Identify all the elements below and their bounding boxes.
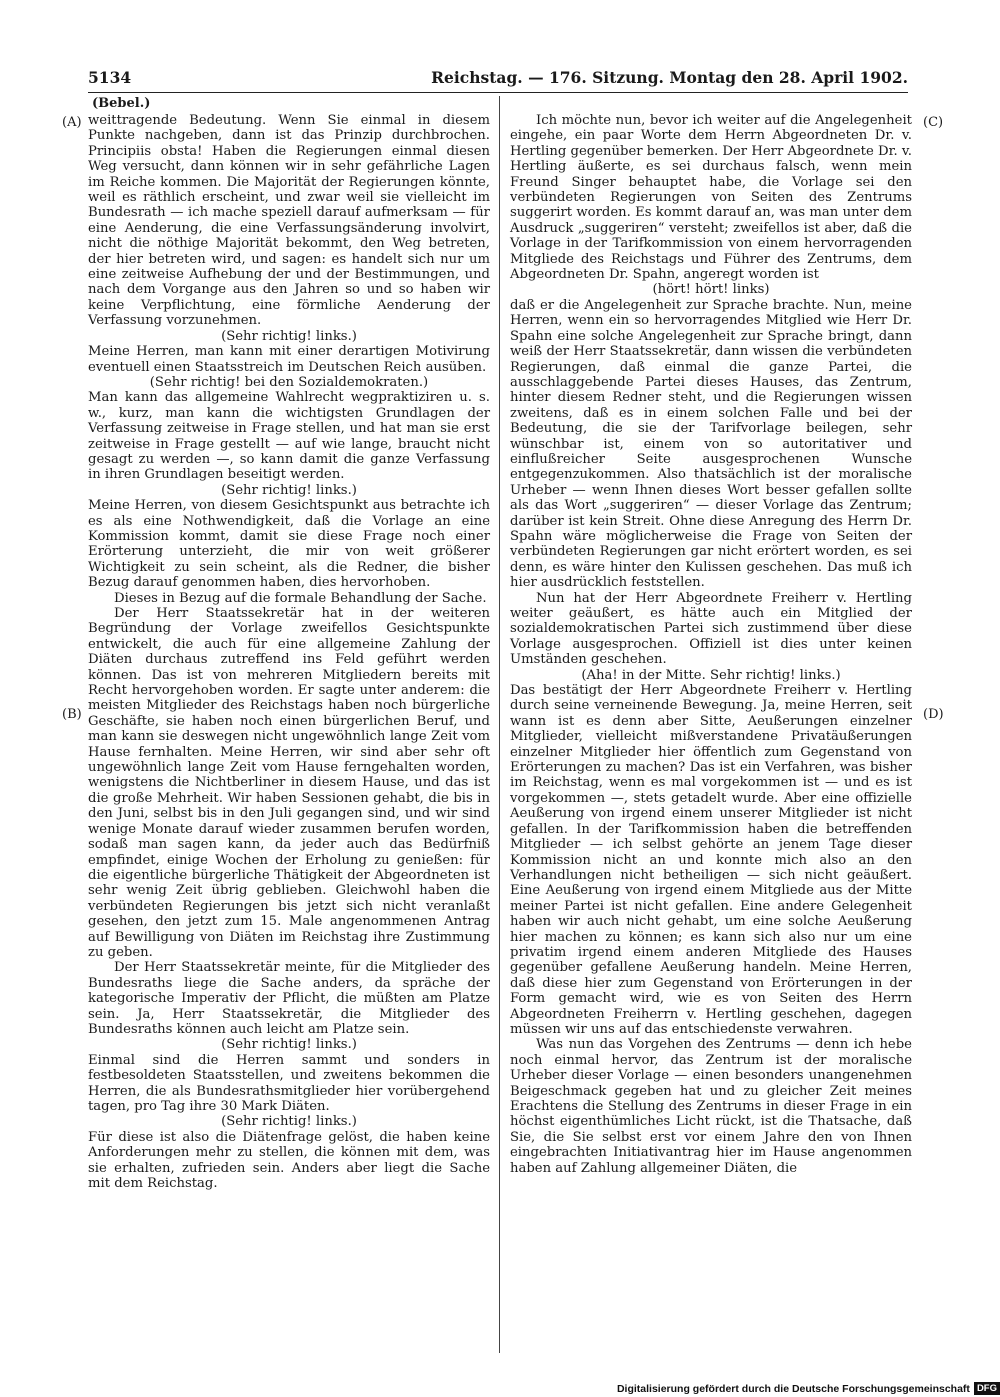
digitization-footer bbox=[617, 1382, 1000, 1397]
interjection: (Sehr richtig! links.) bbox=[221, 482, 357, 498]
paragraph: Dieses in Bezug auf die formale Behandlung der Sache. bbox=[114, 590, 487, 606]
paragraph: daß er die Angelegenheit zur Sprache brachte. Nun, meine Herren, wenn ein so hervorragendes Mitglied wie Herr Dr. Spahn eine solche Angelegenheit zur Sprache bringt, dann weiß der Herr Staatssekretär, dann wissen die verbündeten Regierungen, daß einmal die ganze Partei, die ausschlaggebende Partei dieses Hauses, das Zentrum, hinter diesem Redner steht, und die Regierungen wissen zweitens, daß es in einem solchen Falle und bei der Bedeutung, die sie der Tarifvorlage beilegen, sehr wünschbar ist, einem von so autoritativer und einflußreicher Seite ausgesprochenen Wunsche entgegenzukommen. Also thatsächlich ist der moralische Urheber — wenn Ihnen dieses Wort besser gefallen sollte als das Wort „suggeriren“ — dieser Vorlage das Zentrum; darüber ist kein Streit. Ohne diese Anregung des Herrn Dr. Spahn wäre möglicherweise die Frage von Seiten der verbündeten Regierungen gar nicht erörtert worden, es sei denn, es wäre hinter den Kulissen geschehen. Das muß ich hier ausdrücklich feststellen. bbox=[510, 297, 912, 591]
interjection: (Sehr richtig! links.) bbox=[221, 328, 357, 344]
paragraph: Was nun das Vorgehen des Zentrums — denn ich hebe noch einmal hervor, das Zentrum ist der moralische Urheber dieser Vorlage — einen besonders unangenehmen Beigeschmack gegeben hat und zu gleicher Zeit meines Erachtens die Stellung des Zentrums in dieser Frage in ein höchst eigenthümliches Licht rückt, ist die Thatsache, daß Sie, die Sie selbst erst vor einem Jahre den von Ihnen eingebrachten Initiativantrag hier im Hause angenommen haben auf Zahlung allgemeiner Diäten, die bbox=[510, 1037, 912, 1176]
page-number: 5134 bbox=[88, 68, 132, 87]
page-header bbox=[88, 68, 908, 90]
interjection: (Aha! in der Mitte. Sehr richtig! links.) bbox=[581, 667, 841, 683]
paragraph: Meine Herren, man kann mit einer derartigen Motivirung eventuell einen Staatsstreich im Deutschen Reich ausüben. bbox=[88, 344, 490, 375]
header-rule bbox=[88, 92, 908, 93]
margin-marker-a: (A) bbox=[62, 115, 82, 130]
paragraph: weittragende Bedeutung. Wenn Sie einmal in diesem Punkte nachgeben, dann ist das Prinzip durchbrochen. Principiis obsta! Haben die Regierungen einmal diesen Weg versucht, dann können wir in sehr gefährliche Lagen im Reiche kommen. Die Majorität der Regierungen könnte, weil es räthlich erscheint, und zwar weil sie vielleicht im Bundesrath — ich mache speziell darauf aufmerksam — für eine Aenderung, die eine Verfassungsänderung involvirt, nicht die nöthige Majorität bekommt, den Weg betreten, der hier betreten wird, und sagen: es handelt sich nur um eine zeitweise Aufhebung der und der Bestimmungen, und nach dem Vorgange aus den Jahren so und so haben wir keine Verpflichtung, eine förmliche Aenderung der Verfassung vorzunehmen. bbox=[88, 113, 490, 329]
footer-credit: Digitalisierung gefördert durch die Deutsche Forschungsgemeinschaft bbox=[616, 1382, 970, 1395]
paragraph: Der Herr Staatssekretär hat in der weiteren Begründung der Vorlage zweifellos Gesichtspunkte entwickelt, die auch für eine allgemeine Zahlung der Diäten durchaus zutreffend ins Feld geführt werden können. Das ist von mehreren Mitgliedern bereits mit Recht hervorgehoben worden. Er sagte unter anderem: die meisten Mitglieder des Reichstags haben noch bürgerliche Geschäfte, sie haben noch einen bürgerlichen Beruf, und man kann sie deswegen nicht ungewöhnlich lange Zeit vom Hause fernhalten. Meine Herren, wir sind aber sehr oft ungewöhnlich lange Zeit vom Hause ferngehalten worden, wenigstens die Nichtberliner in diesem Hause, und das ist die große Mehrheit. Wir haben Sessionen gehabt, die bis in den Juni, selbst bis in den Juli gegangen sind, und wir sind wenige Monate darauf wieder zusammen berufen worden, sodaß man sagen kann, da jeder auch das Bedürfniß empfindet, einige Wochen der Erholung zu genießen: für die eigentliche bürgerliche Thätigkeit der Abgeordneten ist sehr wenig Zeit übrig geblieben. Gleichwohl haben die verbündeten Regierungen bis jetzt sich nicht veranlaßt gesehen, den jetzt zum 15. Male angenommenen Antrag auf Bewilligung von Diäten im Reichstag ihre Zustimmung zu geben. bbox=[88, 606, 490, 960]
margin-marker-d: (D) bbox=[923, 707, 944, 722]
paragraph: Der Herr Staatssekretär meinte, für die Mitglieder des Bundesraths liege die Sache anders, da spräche der kategorische Imperativ der Pflicht, die müßten am Platze sein. Ja, Herr Staatssekretär, die Mitglieder des Bundesraths können auch leicht am Platze sein. bbox=[88, 960, 490, 1037]
paragraph: Ich möchte nun, bevor ich weiter auf die Angelegenheit eingehe, ein paar Worte dem Herrn Abgeordneten Dr. v. Hertling gegenüber bemerken. Der Herr Abgeordnete Dr. v. Hertling äußerte, es sei durchaus falsch, wenn mein Freund Singer behauptet habe, die Vorlage sei den verbündeten Regierungen von Seiten des Zentrums suggerirt worden. Es kommt darauf an, was man unter dem Ausdruck „suggeriren“ versteht; zweifellos ist aber, daß die Vorlage in der Tarifkommission von einem hervorragenden Mitgliede des Reichstags und Führer des Zentrums, dem Abgeordneten Dr. Spahn, angeregt worden ist bbox=[510, 113, 912, 283]
paragraph: Für diese ist also die Diätenfrage gelöst, die haben keine Anforderungen mehr zu stellen, die können mit dem, was sie erhalten, zufrieden sein. Anders aber liegt die Sache mit dem Reichstag. bbox=[88, 1129, 490, 1192]
paragraph: Meine Herren, von diesem Gesichtspunkt aus betrachte ich es als eine Nothwendigkeit, daß die Vorlage an eine Kommission kommt, damit sie diese Frage noch einer Erörterung unterzieht, die mir von weit größerer Wichtigkeit zu sein scheint, als die Redner, die bisher Bezug darauf genommen haben, dies hervorhoben. bbox=[88, 498, 490, 591]
paragraph: Einmal sind die Herren sammt und sonders in festbesoldeten Staatsstellen, und zweitens bekommen die Herren, die als Bundesrathsmitglieder hier vorübergehend tagen, pro Tag ihre 30 Mark Diäten. bbox=[88, 1052, 490, 1114]
paragraph: Das bestätigt der Herr Abgeordnete Freiherr v. Hertling durch seine verneinende Bewegung. Ja, meine Herren, seit wann ist es denn aber Sitte, Aeußerungen einzelner Mitglieder, vielleicht mißverstandene Privatäußerungen einzelner Mitglieder hier öffentlich zum Gegenstand von Erörterungen zu machen? Das ist ein Verfahren, was bisher im Reichstag, wenn es mal vorgekommen ist — und es ist vorgekommen —, stets getadelt wurde. Aber eine offizielle Aeußerung von irgend einem unserer Mitglieder ist nicht gefallen. In der Tarifkommission haben die betreffenden Mitglieder — ich selbst gehörte an jenem Tage dieser Kommission nicht an und konnte mich also an den Verhandlungen nicht betheiligen — sich nicht geäußert. Eine Aeußerung von irgend einem Mitgliede aus der Mitte meiner Partei ist nicht gefallen. Eine andere Gelegenheit haben wir auch nicht gehabt, um eine solche Aeußerung hier machen zu können; es kann sich also nur um eine privatim irgend einem anderen Mitgliede des Hauses gegenüber gefallene Aeußerung handeln. Meine Herren, daß diese hier zum Gegenstand von Erörterungen in der Form gemacht wird, wie es von Seiten des Herrn Abgeordneten Freiherrn v. Hertling geschehen, dagegen müssen wir uns auf das entschiedenste verwahren. bbox=[510, 683, 912, 1037]
left-column bbox=[88, 113, 490, 1191]
margin-marker-c: (C) bbox=[923, 115, 944, 130]
interjection: (Sehr richtig! links.) bbox=[221, 1114, 357, 1130]
dfg-logo: DFG bbox=[974, 1382, 1000, 1395]
interjection: (Sehr richtig! links.) bbox=[221, 1037, 357, 1053]
speaker-label: (Bebel.) bbox=[92, 96, 151, 111]
interjection: (hört! hört! links) bbox=[652, 282, 770, 298]
paragraph: Man kann das allgemeine Wahlrecht wegpraktiziren u. s. w., kurz, man kann die wichtigsten Grundlagen der Verfassung zeitweise in Frage stellen, und hat man sie erst zeitweise in Frage gestellt — auf wie lange, braucht nicht gesagt zu werden —, so kann damit die ganze Verfassung in ihren Grundlagen beseitigt werden. bbox=[88, 390, 490, 483]
interjection: (Sehr richtig! bei den Sozialdemokraten.) bbox=[149, 374, 429, 390]
right-column bbox=[510, 113, 912, 1176]
column-divider bbox=[499, 96, 500, 1353]
margin-marker-b: (B) bbox=[62, 707, 82, 722]
running-title: Reichstag. — 176. Sitzung. Montag den 28. April 1902. bbox=[431, 68, 908, 87]
paragraph: Nun hat der Herr Abgeordnete Freiherr v. Hertling weiter geäußert, es hätte auch ein Mitglied der sozialdemokratischen Partei sich zustimmend über diese Vorlage ausgesprochen. Offiziell ist dies unter keinen Umständen geschehen. bbox=[510, 590, 912, 668]
